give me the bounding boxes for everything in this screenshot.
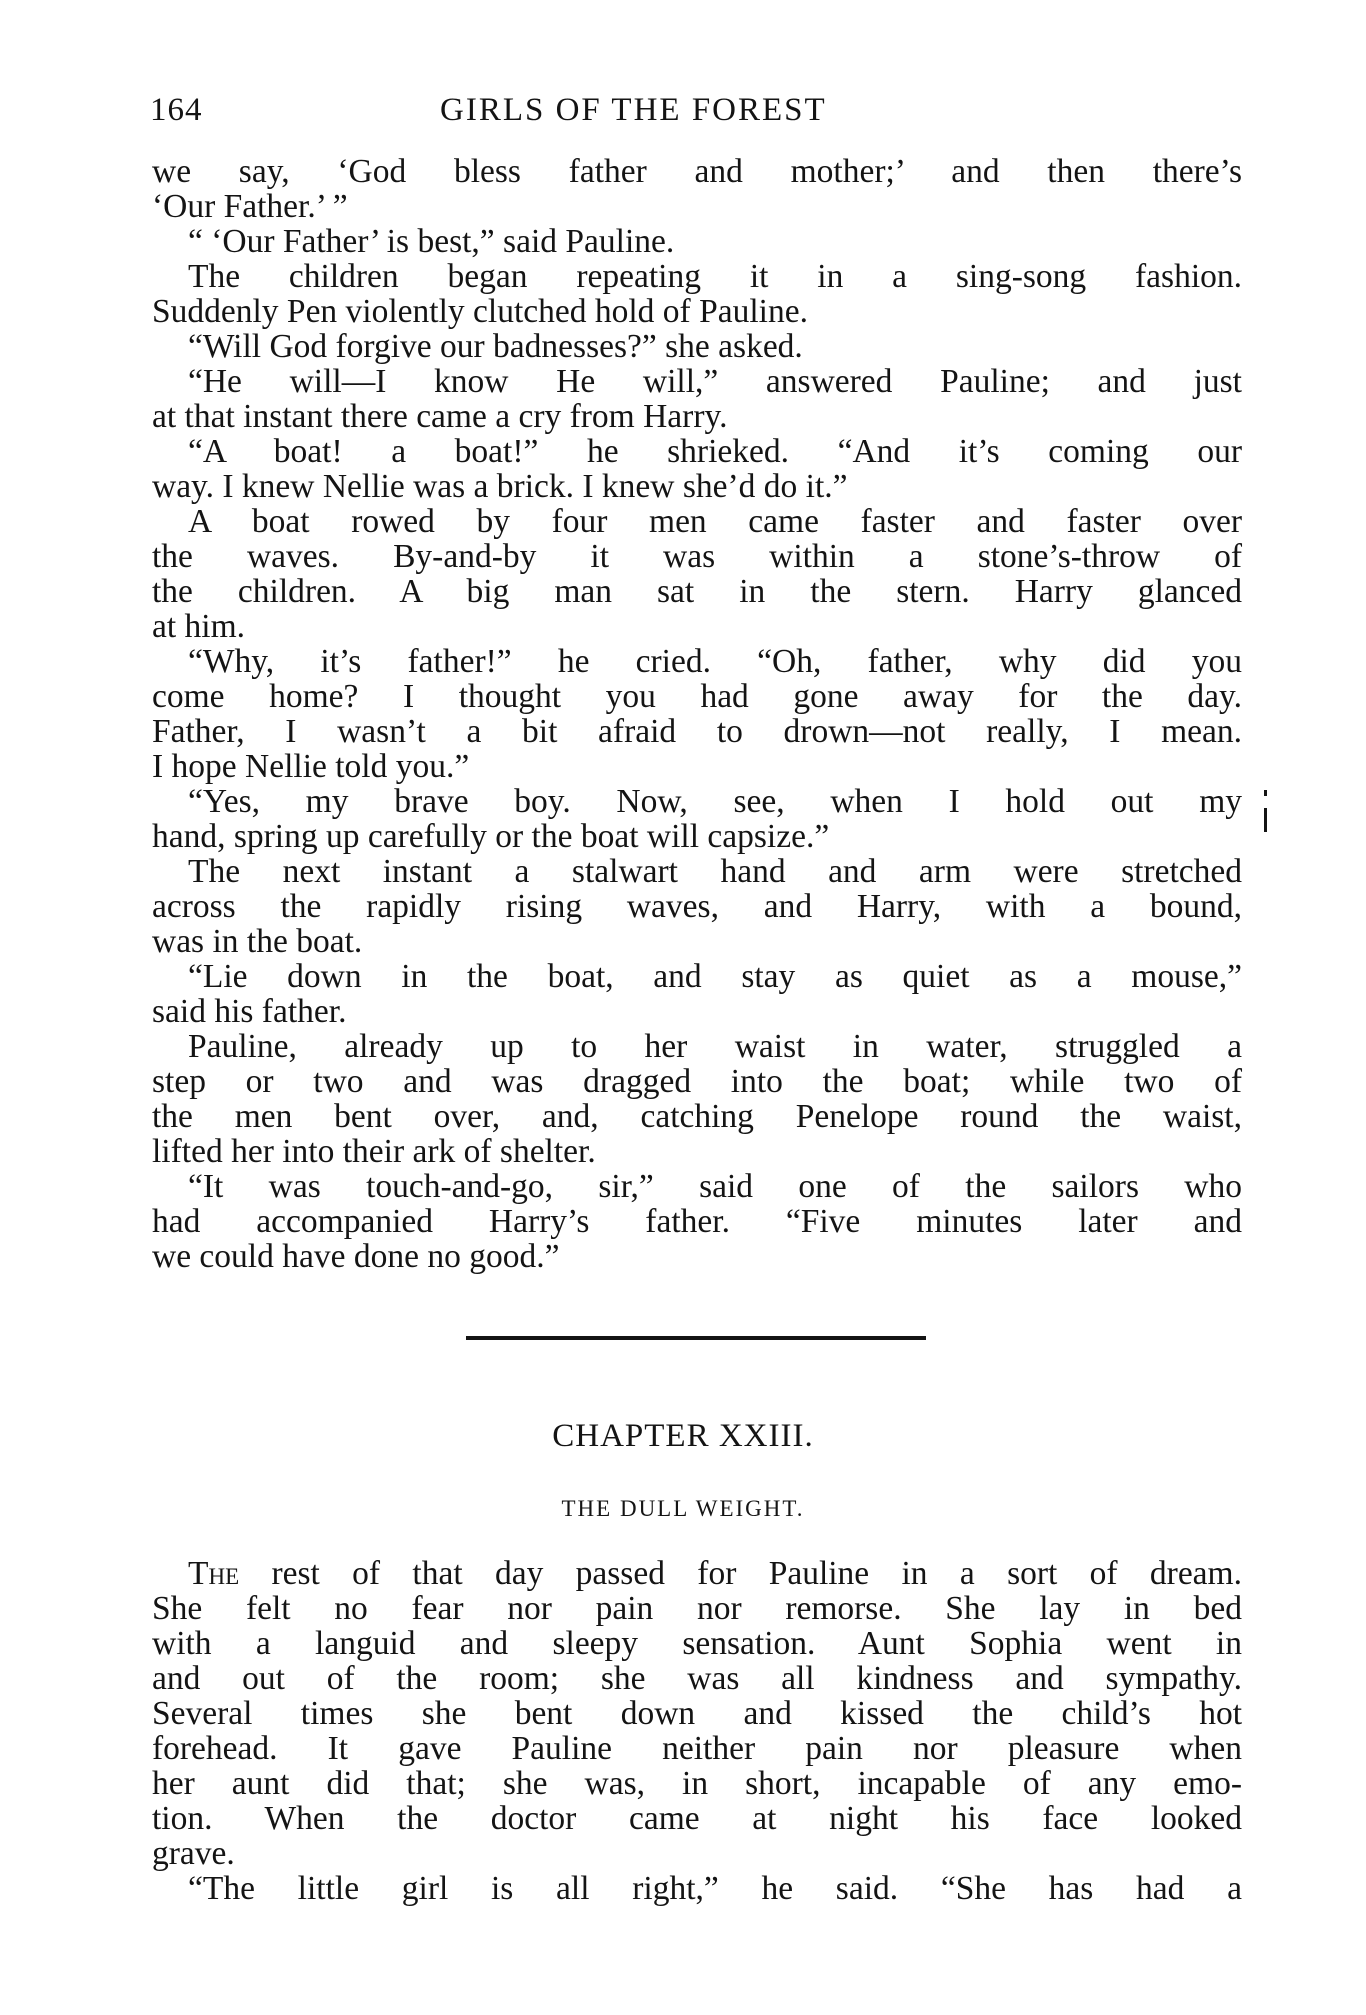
text-line [152,1556,1242,1591]
text-line: “Why, it’s father!” he cried. “Oh, father, why did you [188,643,1242,680]
text-line: tion. When the doctor came at night his face looked [152,1800,1242,1837]
text-line: hand, spring up carefully or the boat will capsize.” [152,818,830,855]
text-line: “Yes, my brave boy. Now, see, when I hold out my [188,783,1242,820]
text-line: lifted her into their ark of shelter. [152,1133,596,1170]
opening-word: The [188,1555,240,1592]
text-line: at him. [152,608,246,645]
text-line: we say, ‘God bless father and mother;’ and then there’s [152,153,1242,190]
text-line: A boat rowed by four men came faster and faster over [188,503,1242,540]
text-line: “The little girl is all right,” he said. “She has had a [188,1870,1242,1907]
text-line: I hope Nellie told you.” [152,748,470,785]
text-line: ‘Our Father.’ ” [152,188,348,225]
text-line: was in the boat. [152,923,363,960]
margin-mark [1264,808,1267,832]
text-line: Pauline, already up to her waist in water, struggled a [188,1028,1242,1065]
text-line: the men bent over, and, catching Penelope round the waist, [152,1098,1242,1135]
page-number: 164 [150,92,203,128]
text-line: at that instant there came a cry from Harry. [152,398,728,435]
text-line: had accompanied Harry’s father. “Five minutes later and [152,1203,1242,1240]
text-line: The next instant a stalwart hand and arm were stretched [188,853,1242,890]
page-header [150,92,1250,136]
text-line: and out of the room; she was all kindness and sympathy. [152,1660,1242,1697]
opening-line-rest: rest of that day passed for Pauline in a sort of dream. [239,1555,1242,1592]
text-line: The children began repeating it in a sing-song fashion. [188,258,1242,295]
text-line: the children. A big man sat in the stern. Harry glanced [152,573,1242,610]
text-line: way. I knew Nellie was a brick. I knew she’d do it.” [152,468,848,505]
chapter-text [152,1556,1242,1906]
text-line: forehead. It gave Pauline neither pain nor pleasure when [152,1730,1242,1767]
text-line: Suddenly Pen violently clutched hold of Pauline. [152,293,808,330]
body-text [152,154,1242,1274]
chapter-subtitle: THE DULL WEIGHT. [561,1496,805,1521]
text-line: “ ‘Our Father’ is best,” said Pauline. [188,223,675,260]
text-line: Father, I wasn’t a bit afraid to drown—not really, I mean. [152,713,1242,750]
chapter-title: CHAPTER XXIII. [552,1418,814,1454]
text-line: “It was touch-and-go, sir,” said one of the sailors who [188,1168,1242,1205]
margin-mark [1264,790,1267,796]
text-line: “Will God forgive our badnesses?” she asked. [188,328,803,365]
text-line: She felt no fear nor pain nor remorse. She lay in bed [152,1590,1242,1627]
text-line: come home? I thought you had gone away for the day. [152,678,1242,715]
text-line: “He will—I know He will,” answered Pauline; and just [188,363,1242,400]
text-line: her aunt did that; she was, in short, incapable of any emo- [152,1765,1242,1802]
text-line: said his father. [152,993,347,1030]
running-title: GIRLS OF THE FOREST [440,92,827,128]
text-line: “A boat! a boat!” he shrieked. “And it’s coming our [188,433,1242,470]
text-line: with a languid and sleepy sensation. Aunt Sophia went in [152,1625,1242,1662]
text-line: “Lie down in the boat, and stay as quiet as a mouse,” [188,958,1242,995]
text-line: grave. [152,1835,235,1872]
text-line: across the rapidly rising waves, and Harry, with a bound, [152,888,1242,925]
section-divider [466,1336,926,1340]
text-line: we could have done no good.” [152,1238,560,1275]
text-line: step or two and was dragged into the boat; while two of [152,1063,1242,1100]
text-line: the waves. By-and-by it was within a stone’s-throw of [152,538,1242,575]
text-line: Several times she bent down and kissed the child’s hot [152,1695,1242,1732]
